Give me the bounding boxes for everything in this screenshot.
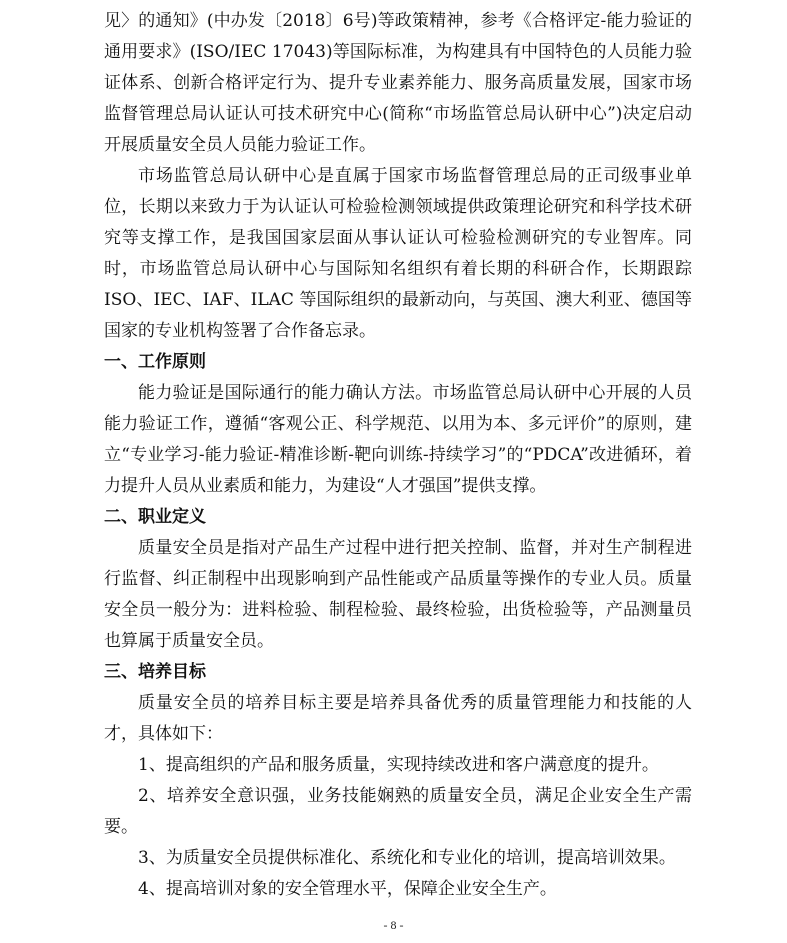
goal-item: 4、提高培训对象的安全管理水平，保障企业安全生产。 <box>138 879 557 899</box>
principles-paragraph: 能力验证是国际通行的能力确认方法。市场监管总局认研中心开展的人员能力验证工作，遵循“客观公正、科学规范、以用为本、多元评价”的原则，建立“专业学习-能力验证-精准诊断-靶向训练-持续学习”的“PDCA”改进循环，着力提升人员从业素质和能力，为建设“人才强国”提供支撑。 <box>104 383 692 496</box>
goal-item: 3、为质量安全员提供标准化、系统化和专业化的培训，提高培训效果。 <box>138 848 676 868</box>
goal-item: 2、培养安全意识强，业务技能娴熟的质量安全员，满足企业安全生产需要。 <box>104 786 692 837</box>
section-heading-goals: 三、培养目标 <box>104 662 206 682</box>
definition-paragraph: 质量安全员是指对产品生产过程中进行把关控制、监督，并对生产制程进行监督、纠正制程中出现影响到产品性能或产品质量等操作的专业人员。质量安全员一般分为：进料检验、制程检验、最终检验，出货检验等，产品测量员也算属于质量安全员。 <box>104 538 692 651</box>
goals-paragraph: 质量安全员的培养目标主要是培养具备优秀的质量管理能力和技能的人才，具体如下： <box>104 693 692 744</box>
center-paragraph: 市场监管总局认研中心是直属于国家市场监督管理总局的正司级事业单位，长期以来致力于为认证认可检验检测领域提供政策理论研究和科学技术研究等支撑工作，是我国国家层面从事认证认可检验检测研究的专业智库。同时，市场监管总局认研中心与国际知名组织有着长期的科研合作，长期跟踪 ISO、IEC、IAF、ILAC 等国际组织的最新动向，与英国、澳大利亚、德国等国家的专业机构签署了合作备忘录。 <box>104 166 692 341</box>
page-number: - 8 - <box>383 918 404 932</box>
section-heading-principles: 一、工作原则 <box>104 352 206 372</box>
goal-item: 1、提高组织的产品和服务质量，实现持续改进和客户满意度的提升。 <box>138 755 659 775</box>
intro-paragraph: 见〉的通知》(中办发〔2018〕6号)等政策精神，参考《合格评定-能力验证的通用要求》(ISO/IEC 17043)等国际标准，为构建具有中国特色的人员能力验证体系、创新合格评定行为、提升专业素养能力、服务高质量发展，国家市场监督管理总局认证认可技术研究中心(简称“市场监管总局认研中心”)决定启动开展质量安全员人员能力验证工作。 <box>104 11 692 155</box>
document-page <box>104 6 692 905</box>
section-heading-definition: 二、职业定义 <box>104 507 206 527</box>
